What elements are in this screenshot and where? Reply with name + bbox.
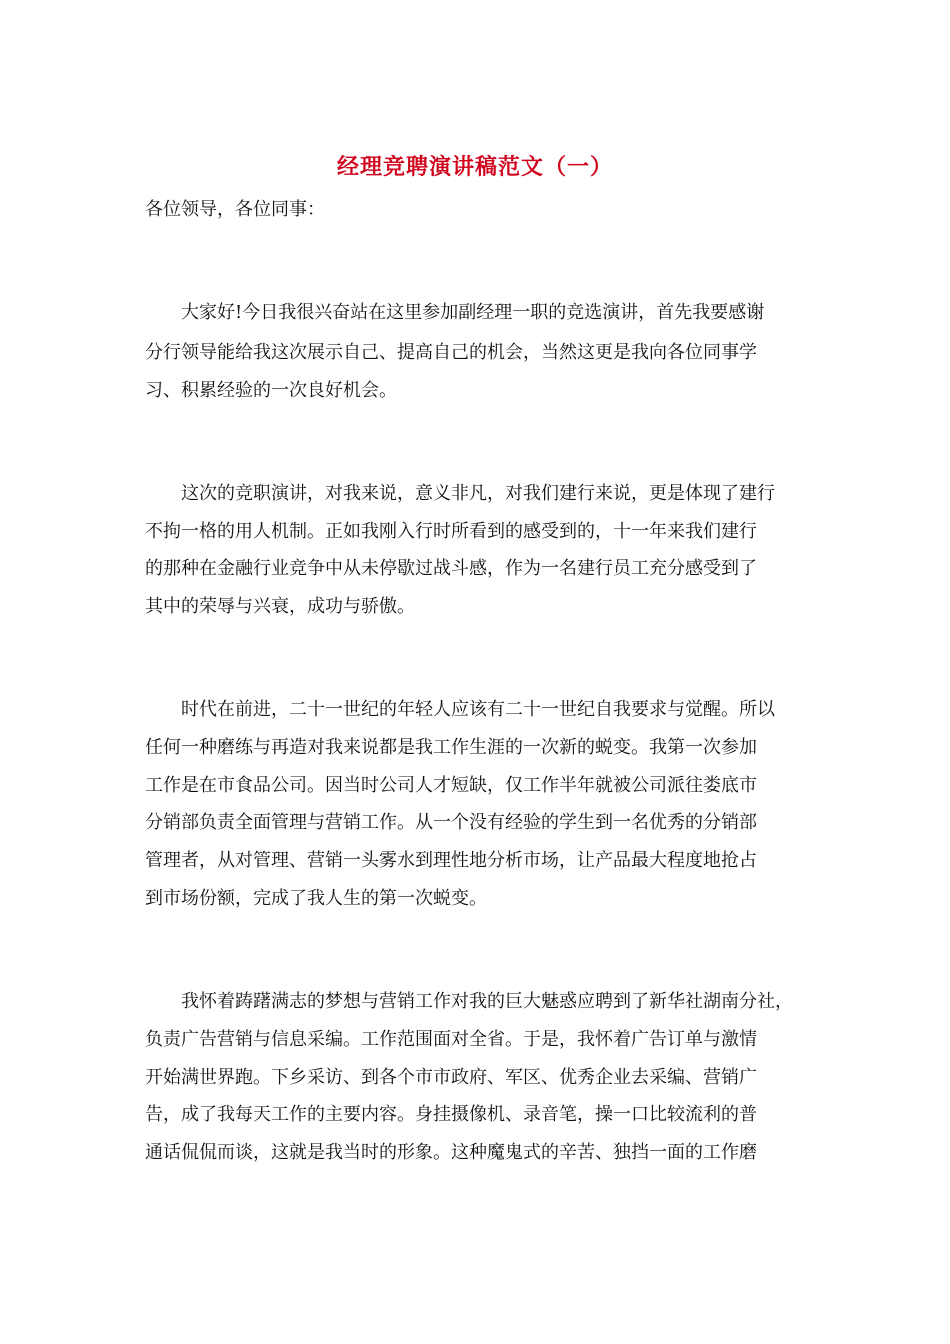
paragraph-4-line-4: 告，成了我每天工作的主要内容。身挂摄像机、录音笔，操一口比较流利的普: [145, 1104, 757, 1125]
paragraph-4-line-3: 开始满世界跑。下乡采访、到各个市市政府、军区、优秀企业去采编、营销广: [145, 1067, 757, 1088]
paragraph-2-line-2: 不拘一格的用人机制。正如我刚入行时所看到的感受到的，十一年来我们建行: [145, 521, 757, 542]
paragraph-2-line-3: 的那种在金融行业竞争中从未停歇过战斗感，作为一名建行员工充分感受到了: [145, 558, 757, 579]
paragraph-2-line-1: 这次的竞职演讲，对我来说，意义非凡，对我们建行来说，更是体现了建行: [145, 483, 775, 504]
paragraph-2-line-4: 其中的荣辱与兴衰，成功与骄傲。: [145, 596, 415, 617]
document-title: 经理竞聘演讲稿范文（一）: [336, 154, 613, 180]
paragraph-3-line-5: 管理者，从对管理、营销一头雾水到理性地分析市场，让产品最大程度地抢占: [145, 850, 757, 871]
paragraph-1-line-3: 习、积累经验的一次良好机会。: [145, 380, 397, 401]
paragraph-3-line-1: 时代在前进，二十一世纪的年轻人应该有二十一世纪自我要求与觉醒。所以: [145, 699, 775, 720]
greeting: 各位领导，各位同事：: [145, 199, 325, 220]
paragraph-4-line-5: 通话侃侃而谈，这就是我当时的形象。这种魔鬼式的辛苦、独挡一面的工作磨: [145, 1142, 757, 1163]
paragraph-4-line-1: 我怀着踌躇满志的梦想与营销工作对我的巨大魅惑应聘到了新华社湖南分社，: [145, 991, 793, 1012]
paragraph-1-line-2: 分行领导能给我这次展示自己、提高自己的机会，当然这更是我向各位同事学: [145, 342, 757, 363]
paragraph-1-line-1: 大家好!今日我很兴奋站在这里参加副经理一职的竞选演讲，首先我要感谢: [145, 302, 765, 323]
paragraph-3-line-3: 工作是在市食品公司。因当时公司人才短缺，仅工作半年就被公司派往娄底市: [145, 775, 757, 796]
paragraph-4-line-2: 负责广告营销与信息采编。工作范围面对全省。于是，我怀着广告订单与激情: [145, 1029, 757, 1050]
paragraph-3-line-6: 到市场份额，完成了我人生的第一次蜕变。: [145, 888, 487, 909]
paragraph-3-line-4: 分销部负责全面管理与营销工作。从一个没有经验的学生到一名优秀的分销部: [145, 812, 757, 833]
paragraph-3-line-2: 任何一种磨练与再造对我来说都是我工作生涯的一次新的蜕变。我第一次参加: [145, 737, 757, 758]
